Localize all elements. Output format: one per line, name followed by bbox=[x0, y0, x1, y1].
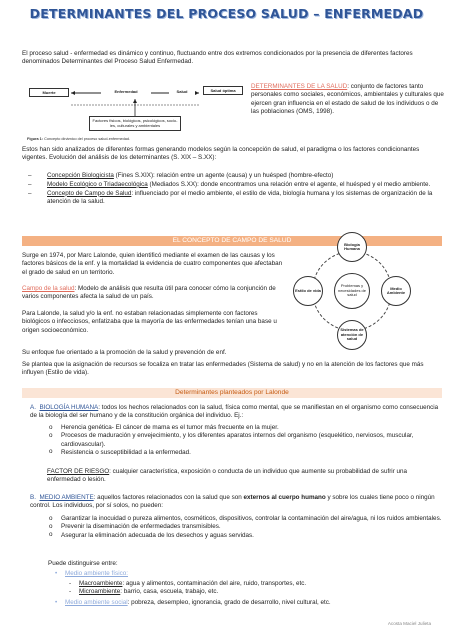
wheel-left: Estilo de vida bbox=[293, 276, 323, 306]
list-item: o Prevenir la diseminación de enfermedades transmisibles. bbox=[47, 523, 442, 531]
campo-paragraph: Campo de la salud: Modelo de análisis que resulta útil para conocer cómo la conjunción de varios componentes afecta la salud de un país. bbox=[22, 285, 276, 301]
plantea-paragraph: Se plantea que la asignación de recursos se focaliza en tratar las enfermedades (Sistema de salud) y no en la atención de los factores que más influyen (Estilo de vida). bbox=[22, 361, 424, 377]
ambiente-sublist bbox=[67, 580, 442, 597]
determinantes-definition: DETERMINANTES DE LA SALUD: conjunto de factores tanto personales como sociales, económicos, ambientales y culturales que ejercen gran influencia en el estado de salud de los individuos o de las poblaciones (OMS, 1998). bbox=[251, 83, 444, 115]
list-item: – Concepto de Campo de Salud: influenciado por el medio ambiente, el estilo de vida, biología humana y los sistemas de organización de la atención de la salud. bbox=[22, 190, 442, 207]
page-title: DETERMINANTES DEL PROCESO SALUD – ENFERMEDAD bbox=[29, 6, 424, 21]
salud-optima-box: Salud óptima bbox=[203, 86, 243, 95]
factor-riesgo-term: FACTOR DE RIESGO bbox=[47, 468, 110, 475]
enfoque-paragraph: Su enfoque fue orientado a la promoción de la salud y prevención de enf. bbox=[22, 349, 227, 356]
intro-paragraph: El proceso salud - enfermedad es dinámico y continuo, fluctuando entre dos extremos condicionados por la presencia de diferentes factores denominados Determinantes del Proceso Salud Enfermedad. bbox=[22, 50, 413, 66]
wheel-bottom: Sistemas de atención de salud bbox=[337, 320, 367, 350]
list-item: - Microambiente: barrio, casa, escuela, trabajo, etc. bbox=[67, 588, 442, 596]
wheel-right: Medio Ambiente bbox=[381, 276, 411, 306]
lalonde-paragraph: Para Lalonde, la salud y/o la enf. no estaban relacionadas simplemente con factores biológicos o infecciosos, enfatizaba que la mayoría de las enfermedades tenían una base u origen socioeconómico. bbox=[22, 310, 277, 334]
muerte-box: Muerte bbox=[29, 88, 69, 97]
puede-distinguirse: Puede distinguirse entre: bbox=[48, 560, 118, 567]
list-item: o Resistencia o susceptibilidad a la enfermedad. bbox=[47, 449, 442, 457]
list-item: o Asegurar la eliminación adecuada de los desechos y aguas servidas. bbox=[47, 532, 442, 540]
wheel-top: Biología Humana bbox=[337, 232, 367, 262]
salud-label: Salud bbox=[169, 88, 195, 95]
list-item: • Medio ambiente social: pobreza, desempleo, ignorancia, grado de desarrollo, nivel cultural, etc. bbox=[53, 599, 443, 607]
health-continuum-figure bbox=[27, 83, 245, 146]
list-item: o Herencia genética- El cáncer de mama es el tumor más frecuente en la mujer. bbox=[47, 424, 442, 432]
enfermedad-label: Enfermedad bbox=[101, 88, 151, 95]
medio-ambiente-section: B. MEDIO AMBIENTE: aquellos factores relacionados con la salud que son externos al cuerpo humano y sobre los cuales tiene poco o ningún control. Los individuos, por sí solos, no pueden: bbox=[30, 494, 435, 510]
medio-ambiente-term: MEDIO AMBIENTE bbox=[39, 494, 94, 501]
biologia-term: BIOLOGÍA HUMANA bbox=[39, 404, 99, 411]
figure-caption: Figura 1: Concepto dinámico del proceso salud-enfermedad. bbox=[27, 137, 131, 141]
determinantes-term: DETERMINANTES DE LA SALUD bbox=[251, 83, 348, 90]
campo-term: Campo de la salud bbox=[22, 285, 75, 292]
list-item: – Modelo Ecológico o Triadaecológica (Mediados S.XX): donde encontramos una relación entre el agente, el huésped y el medio ambiente. bbox=[22, 181, 442, 189]
factor-riesgo-paragraph: FACTOR DE RIESGO: cualquier característica, exposición o conducta de un individuo que aumente su probabilidad de sufrir una enfermedad o lesión. bbox=[47, 468, 408, 484]
models-list bbox=[22, 172, 442, 207]
wheel-center: Problemas y necesidades de salud bbox=[334, 273, 370, 309]
biologia-section: A. BIOLOGÍA HUMANA: todos los hechos relacionados con la salud, física como mental, que se manifiestan en el organismo como consecuencia de la biología del ser humano y de la constitución orgánica del individuo. Ej.: bbox=[30, 404, 439, 420]
medio-ambiente-list bbox=[47, 515, 442, 540]
biologia-list bbox=[47, 424, 442, 457]
list-item: o Procesos de maduración y envejecimiento, y los diferentes aparatos internos del organismo (esquelético, nerviosos, muscular, cardiovascular). bbox=[47, 432, 442, 449]
section-header-lalonde: Determinantes planteados por Lalonde bbox=[22, 388, 442, 398]
medio-fisico-list bbox=[53, 570, 443, 578]
list-item: • Medio ambiente físico: bbox=[53, 570, 443, 578]
list-item: - Macroambiente: agua y alimentos, contaminación del aire, ruido, transportes, etc. bbox=[67, 580, 442, 588]
medio-social-list bbox=[53, 599, 443, 607]
section-header-campo: EL CONCEPTO DE CAMPO DE SALUD bbox=[22, 236, 442, 246]
models-intro: Estos han sido analizados de diferentes formas generando modelos según la concepción de salud, el paradigma o los factores condicionantes vigentes. Evolución del análisis de los determinantes (S. XIX – S.XX): bbox=[22, 146, 420, 162]
author-footer: Acosta Maciel Julieta bbox=[387, 621, 431, 626]
list-item: o Garantizar la inocuidad o pureza alimentos, cosméticos, dispositivos, controlar la contaminación del aire/agua, ni los ruidos ambientales. bbox=[47, 515, 442, 523]
factores-box: Factores físicos, biológicos, psicológicos, socio-les, culturales y ambientales bbox=[89, 116, 181, 131]
campo-salud-diagram bbox=[293, 232, 411, 350]
list-item: – Concepción Biologicista (Fines S.XIX): relación entre un agente (causa) y un huésped (hombre-efecto) bbox=[22, 172, 442, 180]
surge-paragraph: Surge en 1974, por Marc Lalonde, quien identificó mediante el examen de las causas y los factores básicos de la enf. y la mortalidad la evidencia de cuatro componentes que afectaban el grado de salud en un territorio. bbox=[22, 252, 283, 276]
